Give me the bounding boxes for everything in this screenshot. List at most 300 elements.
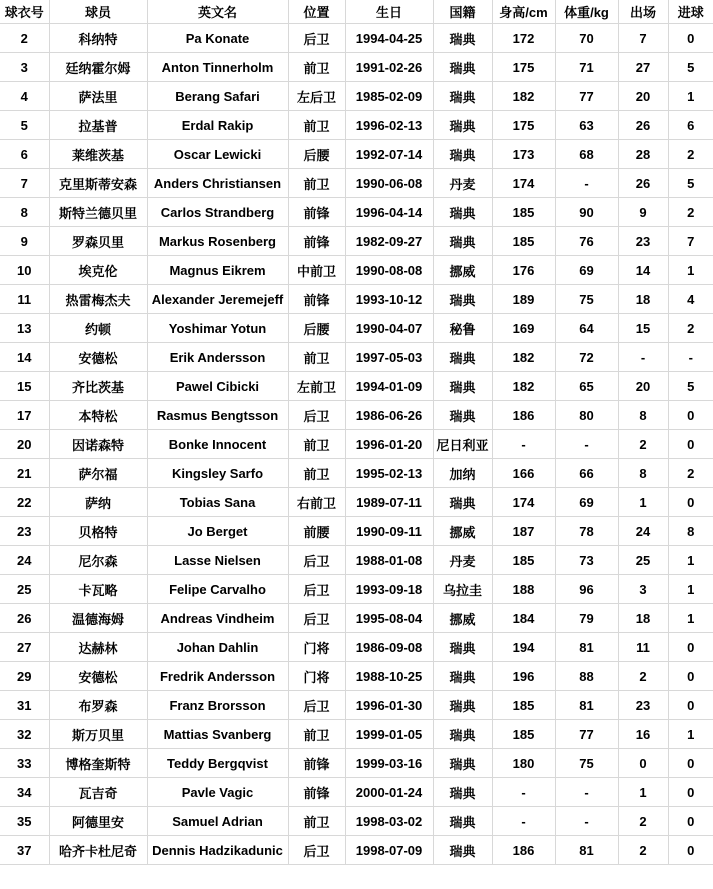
cell: 2 (668, 140, 713, 169)
cell: Yoshimar Yotun (147, 314, 288, 343)
cell: 瑞典 (433, 53, 492, 82)
cell: 2 (618, 430, 668, 459)
cell: Jo Berget (147, 517, 288, 546)
cell: 后卫 (288, 24, 345, 53)
cell: 5 (668, 169, 713, 198)
cell: 1996-01-20 (345, 430, 433, 459)
table-row (0, 517, 713, 546)
cell: 3 (618, 575, 668, 604)
cell: 萨尔福 (49, 459, 147, 488)
cell: - (618, 343, 668, 372)
cell: 11 (0, 285, 49, 314)
cell: 安德松 (49, 662, 147, 691)
cell: 186 (492, 836, 555, 865)
cell: 前腰 (288, 517, 345, 546)
table-row (0, 198, 713, 227)
table-row (0, 401, 713, 430)
cell: 瑞典 (433, 24, 492, 53)
cell: 2 (618, 836, 668, 865)
table-row (0, 256, 713, 285)
cell: Fredrik Andersson (147, 662, 288, 691)
cell: 66 (555, 459, 618, 488)
cell: 21 (0, 459, 49, 488)
cell: 2 (668, 198, 713, 227)
cell: 后腰 (288, 140, 345, 169)
cell: 1992-07-14 (345, 140, 433, 169)
cell: 70 (555, 24, 618, 53)
cell: 194 (492, 633, 555, 662)
cell: 77 (555, 720, 618, 749)
cell: 1999-03-16 (345, 749, 433, 778)
cell: 2000-01-24 (345, 778, 433, 807)
cell: 1998-03-02 (345, 807, 433, 836)
column-header: 身高/cm (492, 0, 555, 24)
cell: 1993-10-12 (345, 285, 433, 314)
cell: 37 (0, 836, 49, 865)
cell: 76 (555, 227, 618, 256)
cell: 博格奎斯特 (49, 749, 147, 778)
cell: 后腰 (288, 314, 345, 343)
cell: 77 (555, 82, 618, 111)
cell: 后卫 (288, 604, 345, 633)
cell: 186 (492, 401, 555, 430)
table-body (0, 24, 713, 865)
cell: - (555, 807, 618, 836)
cell: 88 (555, 662, 618, 691)
cell: 23 (618, 691, 668, 720)
cell: 斯万贝里 (49, 720, 147, 749)
cell: Erdal Rakip (147, 111, 288, 140)
table-row (0, 343, 713, 372)
header-row (0, 0, 713, 24)
cell: 前卫 (288, 430, 345, 459)
cell: 萨法里 (49, 82, 147, 111)
cell: 前卫 (288, 111, 345, 140)
cell: 前锋 (288, 749, 345, 778)
cell: 0 (668, 807, 713, 836)
cell: 6 (0, 140, 49, 169)
cell: 182 (492, 372, 555, 401)
cell: 瑞典 (433, 227, 492, 256)
cell: 7 (0, 169, 49, 198)
cell: 瑞典 (433, 401, 492, 430)
cell: 65 (555, 372, 618, 401)
cell: 14 (0, 343, 49, 372)
cell: 前卫 (288, 169, 345, 198)
cell: 1 (668, 575, 713, 604)
cell: Magnus Eikrem (147, 256, 288, 285)
cell: 秘鲁 (433, 314, 492, 343)
cell: 80 (555, 401, 618, 430)
cell: Mattias Svanberg (147, 720, 288, 749)
cell: 64 (555, 314, 618, 343)
cell: 后卫 (288, 836, 345, 865)
table-row (0, 111, 713, 140)
cell: 187 (492, 517, 555, 546)
table-row (0, 285, 713, 314)
cell: Felipe Carvalho (147, 575, 288, 604)
cell: 1 (618, 488, 668, 517)
cell: 1999-01-05 (345, 720, 433, 749)
cell: 1990-09-11 (345, 517, 433, 546)
table-row (0, 82, 713, 111)
cell: 瑞典 (433, 807, 492, 836)
cell: 乌拉圭 (433, 575, 492, 604)
cell: 185 (492, 198, 555, 227)
cell: 瑞典 (433, 691, 492, 720)
cell: 0 (668, 24, 713, 53)
cell: 埃克伦 (49, 256, 147, 285)
cell: 安德松 (49, 343, 147, 372)
cell: - (492, 778, 555, 807)
cell: Franz Brorsson (147, 691, 288, 720)
cell: 2 (0, 24, 49, 53)
cell: 1988-10-25 (345, 662, 433, 691)
table-row (0, 488, 713, 517)
cell: 丹麦 (433, 546, 492, 575)
table-row (0, 24, 713, 53)
table-row (0, 604, 713, 633)
table-row (0, 169, 713, 198)
cell: 门将 (288, 662, 345, 691)
table-row (0, 459, 713, 488)
cell: 前锋 (288, 778, 345, 807)
cell: 瑞典 (433, 198, 492, 227)
cell: 阿德里安 (49, 807, 147, 836)
cell: 185 (492, 227, 555, 256)
cell: 3 (0, 53, 49, 82)
cell: 5 (668, 372, 713, 401)
cell: 卡瓦略 (49, 575, 147, 604)
cell: 33 (0, 749, 49, 778)
cell: 9 (0, 227, 49, 256)
cell: 24 (0, 546, 49, 575)
cell: Markus Rosenberg (147, 227, 288, 256)
cell: 瑞典 (433, 720, 492, 749)
cell: 10 (0, 256, 49, 285)
table-row (0, 720, 713, 749)
cell: Erik Andersson (147, 343, 288, 372)
cell: 13 (0, 314, 49, 343)
cell: 1 (668, 82, 713, 111)
cell: 0 (668, 749, 713, 778)
cell: 瑞典 (433, 285, 492, 314)
cell: 5 (668, 53, 713, 82)
cell: 24 (618, 517, 668, 546)
cell: - (555, 430, 618, 459)
cell: 瑞典 (433, 633, 492, 662)
cell: 2 (668, 314, 713, 343)
cell: 斯特兰德贝里 (49, 198, 147, 227)
table-row (0, 749, 713, 778)
cell: 瓦吉奇 (49, 778, 147, 807)
column-header: 生日 (345, 0, 433, 24)
cell: 1986-09-08 (345, 633, 433, 662)
cell: 贝格特 (49, 517, 147, 546)
cell: 前卫 (288, 53, 345, 82)
cell: Johan Dahlin (147, 633, 288, 662)
cell: 75 (555, 285, 618, 314)
cell: 0 (668, 836, 713, 865)
table-row (0, 633, 713, 662)
cell: 7 (668, 227, 713, 256)
cell: Berang Safari (147, 82, 288, 111)
cell: 中前卫 (288, 256, 345, 285)
cell: Oscar Lewicki (147, 140, 288, 169)
cell: 1993-09-18 (345, 575, 433, 604)
column-header: 体重/kg (555, 0, 618, 24)
column-header: 球员 (49, 0, 147, 24)
cell: 前卫 (288, 343, 345, 372)
cell: 20 (0, 430, 49, 459)
cell: 右前卫 (288, 488, 345, 517)
cell: 15 (0, 372, 49, 401)
cell: 前锋 (288, 285, 345, 314)
cell: 23 (0, 517, 49, 546)
cell: 27 (0, 633, 49, 662)
cell: 拉基普 (49, 111, 147, 140)
cell: 29 (0, 662, 49, 691)
cell: 门将 (288, 633, 345, 662)
cell: 1990-04-07 (345, 314, 433, 343)
column-header: 英文名 (147, 0, 288, 24)
cell: 瑞典 (433, 140, 492, 169)
cell: 0 (668, 778, 713, 807)
cell: 81 (555, 633, 618, 662)
cell: 63 (555, 111, 618, 140)
cell: 丹麦 (433, 169, 492, 198)
cell: 9 (618, 198, 668, 227)
cell: 罗森贝里 (49, 227, 147, 256)
cell: 5 (0, 111, 49, 140)
table-row (0, 227, 713, 256)
cell: 16 (618, 720, 668, 749)
cell: 182 (492, 343, 555, 372)
cell: 14 (618, 256, 668, 285)
cell: 7 (618, 24, 668, 53)
cell: Pavle Vagic (147, 778, 288, 807)
cell: - (555, 169, 618, 198)
cell: 166 (492, 459, 555, 488)
cell: 布罗森 (49, 691, 147, 720)
cell: 瑞典 (433, 111, 492, 140)
cell: 25 (0, 575, 49, 604)
cell: Tobias Sana (147, 488, 288, 517)
cell: 185 (492, 720, 555, 749)
cell: 1988-01-08 (345, 546, 433, 575)
cell: 81 (555, 836, 618, 865)
cell: 挪威 (433, 604, 492, 633)
cell: 廷纳霍尔姆 (49, 53, 147, 82)
table-row (0, 140, 713, 169)
cell: 8 (668, 517, 713, 546)
cell: 35 (0, 807, 49, 836)
cell: 2 (668, 459, 713, 488)
cell: 热雷梅杰夫 (49, 285, 147, 314)
table-row (0, 430, 713, 459)
cell: 0 (668, 488, 713, 517)
cell: 1982-09-27 (345, 227, 433, 256)
column-header: 国籍 (433, 0, 492, 24)
cell: 瑞典 (433, 662, 492, 691)
cell: 68 (555, 140, 618, 169)
cell: 172 (492, 24, 555, 53)
cell: 71 (555, 53, 618, 82)
cell: 1989-07-11 (345, 488, 433, 517)
cell: 瑞典 (433, 82, 492, 111)
cell: 26 (618, 111, 668, 140)
cell: Carlos Strandberg (147, 198, 288, 227)
cell: 达赫林 (49, 633, 147, 662)
cell: 173 (492, 140, 555, 169)
cell: 前卫 (288, 807, 345, 836)
cell: 瑞典 (433, 749, 492, 778)
cell: 0 (668, 633, 713, 662)
cell: 克里斯蒂安森 (49, 169, 147, 198)
cell: Alexander Jeremejeff (147, 285, 288, 314)
cell: 0 (668, 662, 713, 691)
cell: 1 (668, 720, 713, 749)
cell: 1991-02-26 (345, 53, 433, 82)
cell: 1 (668, 604, 713, 633)
cell: 176 (492, 256, 555, 285)
cell: 后卫 (288, 401, 345, 430)
cell: 前卫 (288, 720, 345, 749)
column-header: 出场 (618, 0, 668, 24)
cell: 11 (618, 633, 668, 662)
cell: 1996-02-13 (345, 111, 433, 140)
cell: 22 (0, 488, 49, 517)
cell: 1994-01-09 (345, 372, 433, 401)
cell: 左前卫 (288, 372, 345, 401)
cell: 69 (555, 256, 618, 285)
cell: 尼尔森 (49, 546, 147, 575)
cell: 78 (555, 517, 618, 546)
cell: 1 (668, 546, 713, 575)
table-row (0, 836, 713, 865)
cell: 27 (618, 53, 668, 82)
cell: 18 (618, 604, 668, 633)
cell: 加纳 (433, 459, 492, 488)
column-header: 球衣号 (0, 0, 49, 24)
table-row (0, 691, 713, 720)
cell: 72 (555, 343, 618, 372)
cell: 1986-06-26 (345, 401, 433, 430)
cell: 后卫 (288, 546, 345, 575)
table-row (0, 53, 713, 82)
cell: 8 (618, 459, 668, 488)
cell: 6 (668, 111, 713, 140)
cell: 23 (618, 227, 668, 256)
table-row (0, 807, 713, 836)
cell: 8 (618, 401, 668, 430)
cell: 189 (492, 285, 555, 314)
cell: 瑞典 (433, 343, 492, 372)
cell: 69 (555, 488, 618, 517)
cell: 前锋 (288, 198, 345, 227)
table-row (0, 314, 713, 343)
cell: 26 (0, 604, 49, 633)
cell: 1985-02-09 (345, 82, 433, 111)
cell: 哈齐卡杜尼奇 (49, 836, 147, 865)
cell: 96 (555, 575, 618, 604)
cell: 1996-01-30 (345, 691, 433, 720)
cell: 前锋 (288, 227, 345, 256)
cell: Lasse Nielsen (147, 546, 288, 575)
cell: 因诺森特 (49, 430, 147, 459)
cell: 75 (555, 749, 618, 778)
cell: - (668, 343, 713, 372)
cell: Anders Christiansen (147, 169, 288, 198)
cell: Pawel Cibicki (147, 372, 288, 401)
cell: 挪威 (433, 517, 492, 546)
cell: 26 (618, 169, 668, 198)
cell: 瑞典 (433, 372, 492, 401)
cell: 175 (492, 53, 555, 82)
cell: 0 (668, 430, 713, 459)
cell: Rasmus Bengtsson (147, 401, 288, 430)
cell: 后卫 (288, 691, 345, 720)
cell: 90 (555, 198, 618, 227)
cell: 前卫 (288, 459, 345, 488)
cell: 0 (618, 749, 668, 778)
cell: 18 (618, 285, 668, 314)
cell: 182 (492, 82, 555, 111)
cell: 174 (492, 488, 555, 517)
column-header: 位置 (288, 0, 345, 24)
cell: 20 (618, 372, 668, 401)
cell: - (555, 778, 618, 807)
cell: 0 (668, 401, 713, 430)
cell: 本特松 (49, 401, 147, 430)
cell: Kingsley Sarfo (147, 459, 288, 488)
cell: Andreas Vindheim (147, 604, 288, 633)
cell: 瑞典 (433, 488, 492, 517)
cell: 20 (618, 82, 668, 111)
cell: 180 (492, 749, 555, 778)
cell: Bonke Innocent (147, 430, 288, 459)
cell: 1994-04-25 (345, 24, 433, 53)
cell: 175 (492, 111, 555, 140)
cell: 1996-04-14 (345, 198, 433, 227)
cell: 挪威 (433, 256, 492, 285)
cell: 1995-02-13 (345, 459, 433, 488)
cell: 2 (618, 807, 668, 836)
cell: 后卫 (288, 575, 345, 604)
cell: - (492, 807, 555, 836)
cell: 1 (618, 778, 668, 807)
cell: 1990-08-08 (345, 256, 433, 285)
cell: 8 (0, 198, 49, 227)
cell: 184 (492, 604, 555, 633)
table-row (0, 575, 713, 604)
cell: 尼日利亚 (433, 430, 492, 459)
cell: Samuel Adrian (147, 807, 288, 836)
cell: 瑞典 (433, 836, 492, 865)
cell: 1997-05-03 (345, 343, 433, 372)
column-header: 进球 (668, 0, 713, 24)
cell: 1995-08-04 (345, 604, 433, 633)
cell: - (492, 430, 555, 459)
cell: 4 (0, 82, 49, 111)
cell: 31 (0, 691, 49, 720)
cell: 萨纳 (49, 488, 147, 517)
cell: 79 (555, 604, 618, 633)
cell: Teddy Bergqvist (147, 749, 288, 778)
cell: 28 (618, 140, 668, 169)
cell: 174 (492, 169, 555, 198)
cell: 温德海姆 (49, 604, 147, 633)
